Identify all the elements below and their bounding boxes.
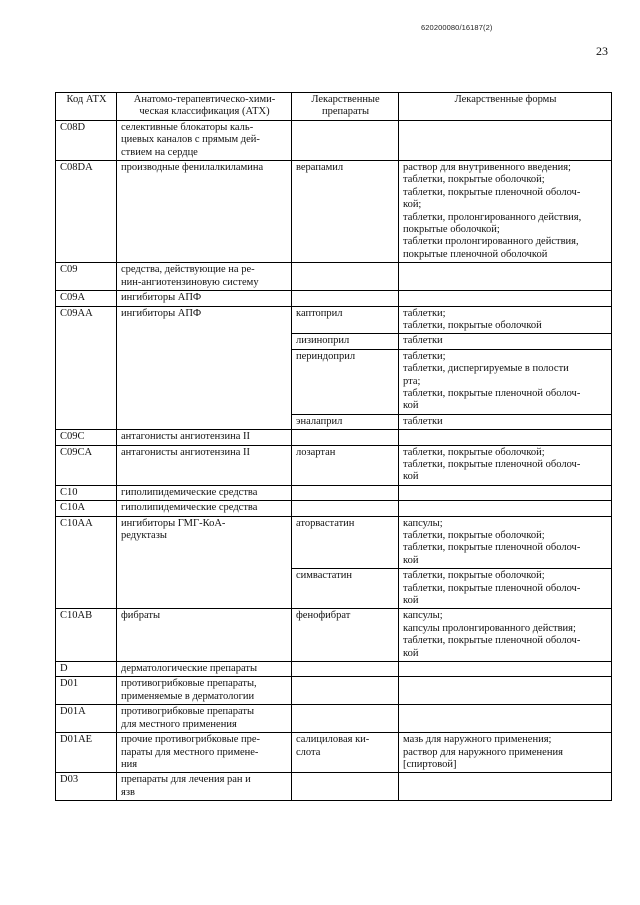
drug-name-cell [292,291,399,306]
atc-code-cell: C09C [56,430,117,445]
drug-name-cell [292,705,399,733]
atc-code-cell: C08DA [56,161,117,263]
atc-classification-cell: гиполипидемические средства [117,501,292,516]
atc-code-cell: C09CA [56,445,117,485]
drug-name-cell [292,430,399,445]
drug-name-cell: лизиноприл [292,334,399,349]
dosage-forms-cell: капсулы; капсулы пролонгированного действия; таблетки, покрытые пленочной оболоч- кой [399,609,612,662]
dosage-forms-cell [399,485,612,500]
atc-classification-cell: прочие противогрибковые пре- параты для местного примене- ния [117,733,292,773]
atc-classification-cell: гиполипидемические средства [117,485,292,500]
table-row [56,677,612,705]
dosage-forms-cell: таблетки; таблетки, покрытые оболочкой [399,306,612,334]
drug-name-cell [292,662,399,677]
dosage-forms-cell [399,430,612,445]
dosage-forms-cell: раствор для внутривенного введения; таблетки, покрытые оболочкой; таблетки, покрытые пленочной оболоч- кой; таблетки, пролонгированного действия, покрытые оболочкой; таблетки пролонгированного действия, покрытые пленочной оболочкой [399,161,612,263]
table-row [56,120,612,160]
dosage-forms-cell: таблетки; таблетки, диспергируемые в полости рта; таблетки, покрытые пленочной оболоч- кой [399,349,612,414]
table-row [56,263,612,291]
atc-classification-cell: фибраты [117,609,292,662]
atc-classification-cell: противогрибковые препараты для местного применения [117,705,292,733]
atc-classification-cell: препараты для лечения ран и язв [117,773,292,801]
atc-code-cell: D01A [56,705,117,733]
document-number: 620200080/16187(2) [421,23,493,32]
atc-code-cell: D03 [56,773,117,801]
atc-code-cell: C09 [56,263,117,291]
drug-name-cell: фенофибрат [292,609,399,662]
table-row [56,773,612,801]
table-row [56,430,612,445]
table-row [56,291,612,306]
dosage-forms-cell: капсулы; таблетки, покрытые оболочкой; таблетки, покрытые пленочной оболоч- кой [399,516,612,569]
dosage-forms-cell: таблетки [399,334,612,349]
dosage-forms-cell: таблетки, покрытые оболочкой; таблетки, покрытые пленочной оболоч- кой [399,445,612,485]
atc-code-cell: D01AE [56,733,117,773]
dosage-forms-cell: таблетки, покрытые оболочкой; таблетки, покрытые пленочной оболоч- кой [399,569,612,609]
dosage-forms-cell [399,291,612,306]
header-atc-classification: Анатомо-терапевтическо-хими- ческая классификация (АТХ) [117,93,292,121]
dosage-forms-cell [399,705,612,733]
atc-classification-cell: средства, действующие на ре- нин-ангиотензиновую систему [117,263,292,291]
header-atc-code: Код АТХ [56,93,117,121]
drug-name-cell [292,773,399,801]
table-row [56,662,612,677]
drug-name-cell: салициловая ки- слота [292,733,399,773]
dosage-forms-cell: мазь для наружного применения; раствор для наружного применения [спиртовой] [399,733,612,773]
table-row [56,161,612,263]
table-row [56,485,612,500]
atc-classification-cell: ингибиторы ГМГ-КоА- редуктазы [117,516,292,609]
drug-name-cell: симвастатин [292,569,399,609]
atc-code-cell: C08D [56,120,117,160]
atc-classification-cell: ингибиторы АПФ [117,306,292,430]
drug-name-cell: периндоприл [292,349,399,414]
drug-name-cell [292,501,399,516]
dosage-forms-cell [399,677,612,705]
atc-classification-cell: антагонисты ангиотензина II [117,445,292,485]
dosage-forms-cell: таблетки [399,414,612,429]
atc-code-cell: D01 [56,677,117,705]
table-row [56,609,612,662]
drug-name-cell: эналаприл [292,414,399,429]
atc-classification-cell: производные фенилалкиламина [117,161,292,263]
atc-classification-cell: противогрибковые препараты, применяемые в дерматологии [117,677,292,705]
drug-name-cell: лозартан [292,445,399,485]
drug-name-cell [292,263,399,291]
table-row [56,733,612,773]
header-dosage-forms: Лекарственные формы [399,93,612,121]
atc-code-cell: C10AB [56,609,117,662]
dosage-forms-cell [399,662,612,677]
dosage-forms-cell [399,263,612,291]
drug-name-cell [292,120,399,160]
drug-name-cell [292,485,399,500]
dosage-forms-cell [399,120,612,160]
table-row [56,306,612,334]
table-row [56,445,612,485]
table-row [56,516,612,569]
table-row [56,705,612,733]
atc-code-cell: D [56,662,117,677]
atc-code-cell: C10A [56,501,117,516]
page-number: 23 [596,44,608,58]
header-drugs: Лекарственные препараты [292,93,399,121]
dosage-forms-cell [399,773,612,801]
table-body [56,120,612,800]
drug-name-cell: каптоприл [292,306,399,334]
drug-name-cell: аторвастатин [292,516,399,569]
atc-classification-cell: дерматологические препараты [117,662,292,677]
atc-code-cell: C09AA [56,306,117,430]
drug-name-cell [292,677,399,705]
atc-classification-cell: ингибиторы АПФ [117,291,292,306]
table-row [56,501,612,516]
atc-drug-table [55,92,612,801]
atc-code-cell: C10 [56,485,117,500]
atc-code-cell: C10AA [56,516,117,609]
atc-code-cell: C09A [56,291,117,306]
table-header-row [56,93,612,121]
atc-classification-cell: селективные блокаторы каль- циевых каналов с прямым дей- ствием на сердце [117,120,292,160]
drug-name-cell: верапамил [292,161,399,263]
atc-classification-cell: антагонисты ангиотензина II [117,430,292,445]
dosage-forms-cell [399,501,612,516]
